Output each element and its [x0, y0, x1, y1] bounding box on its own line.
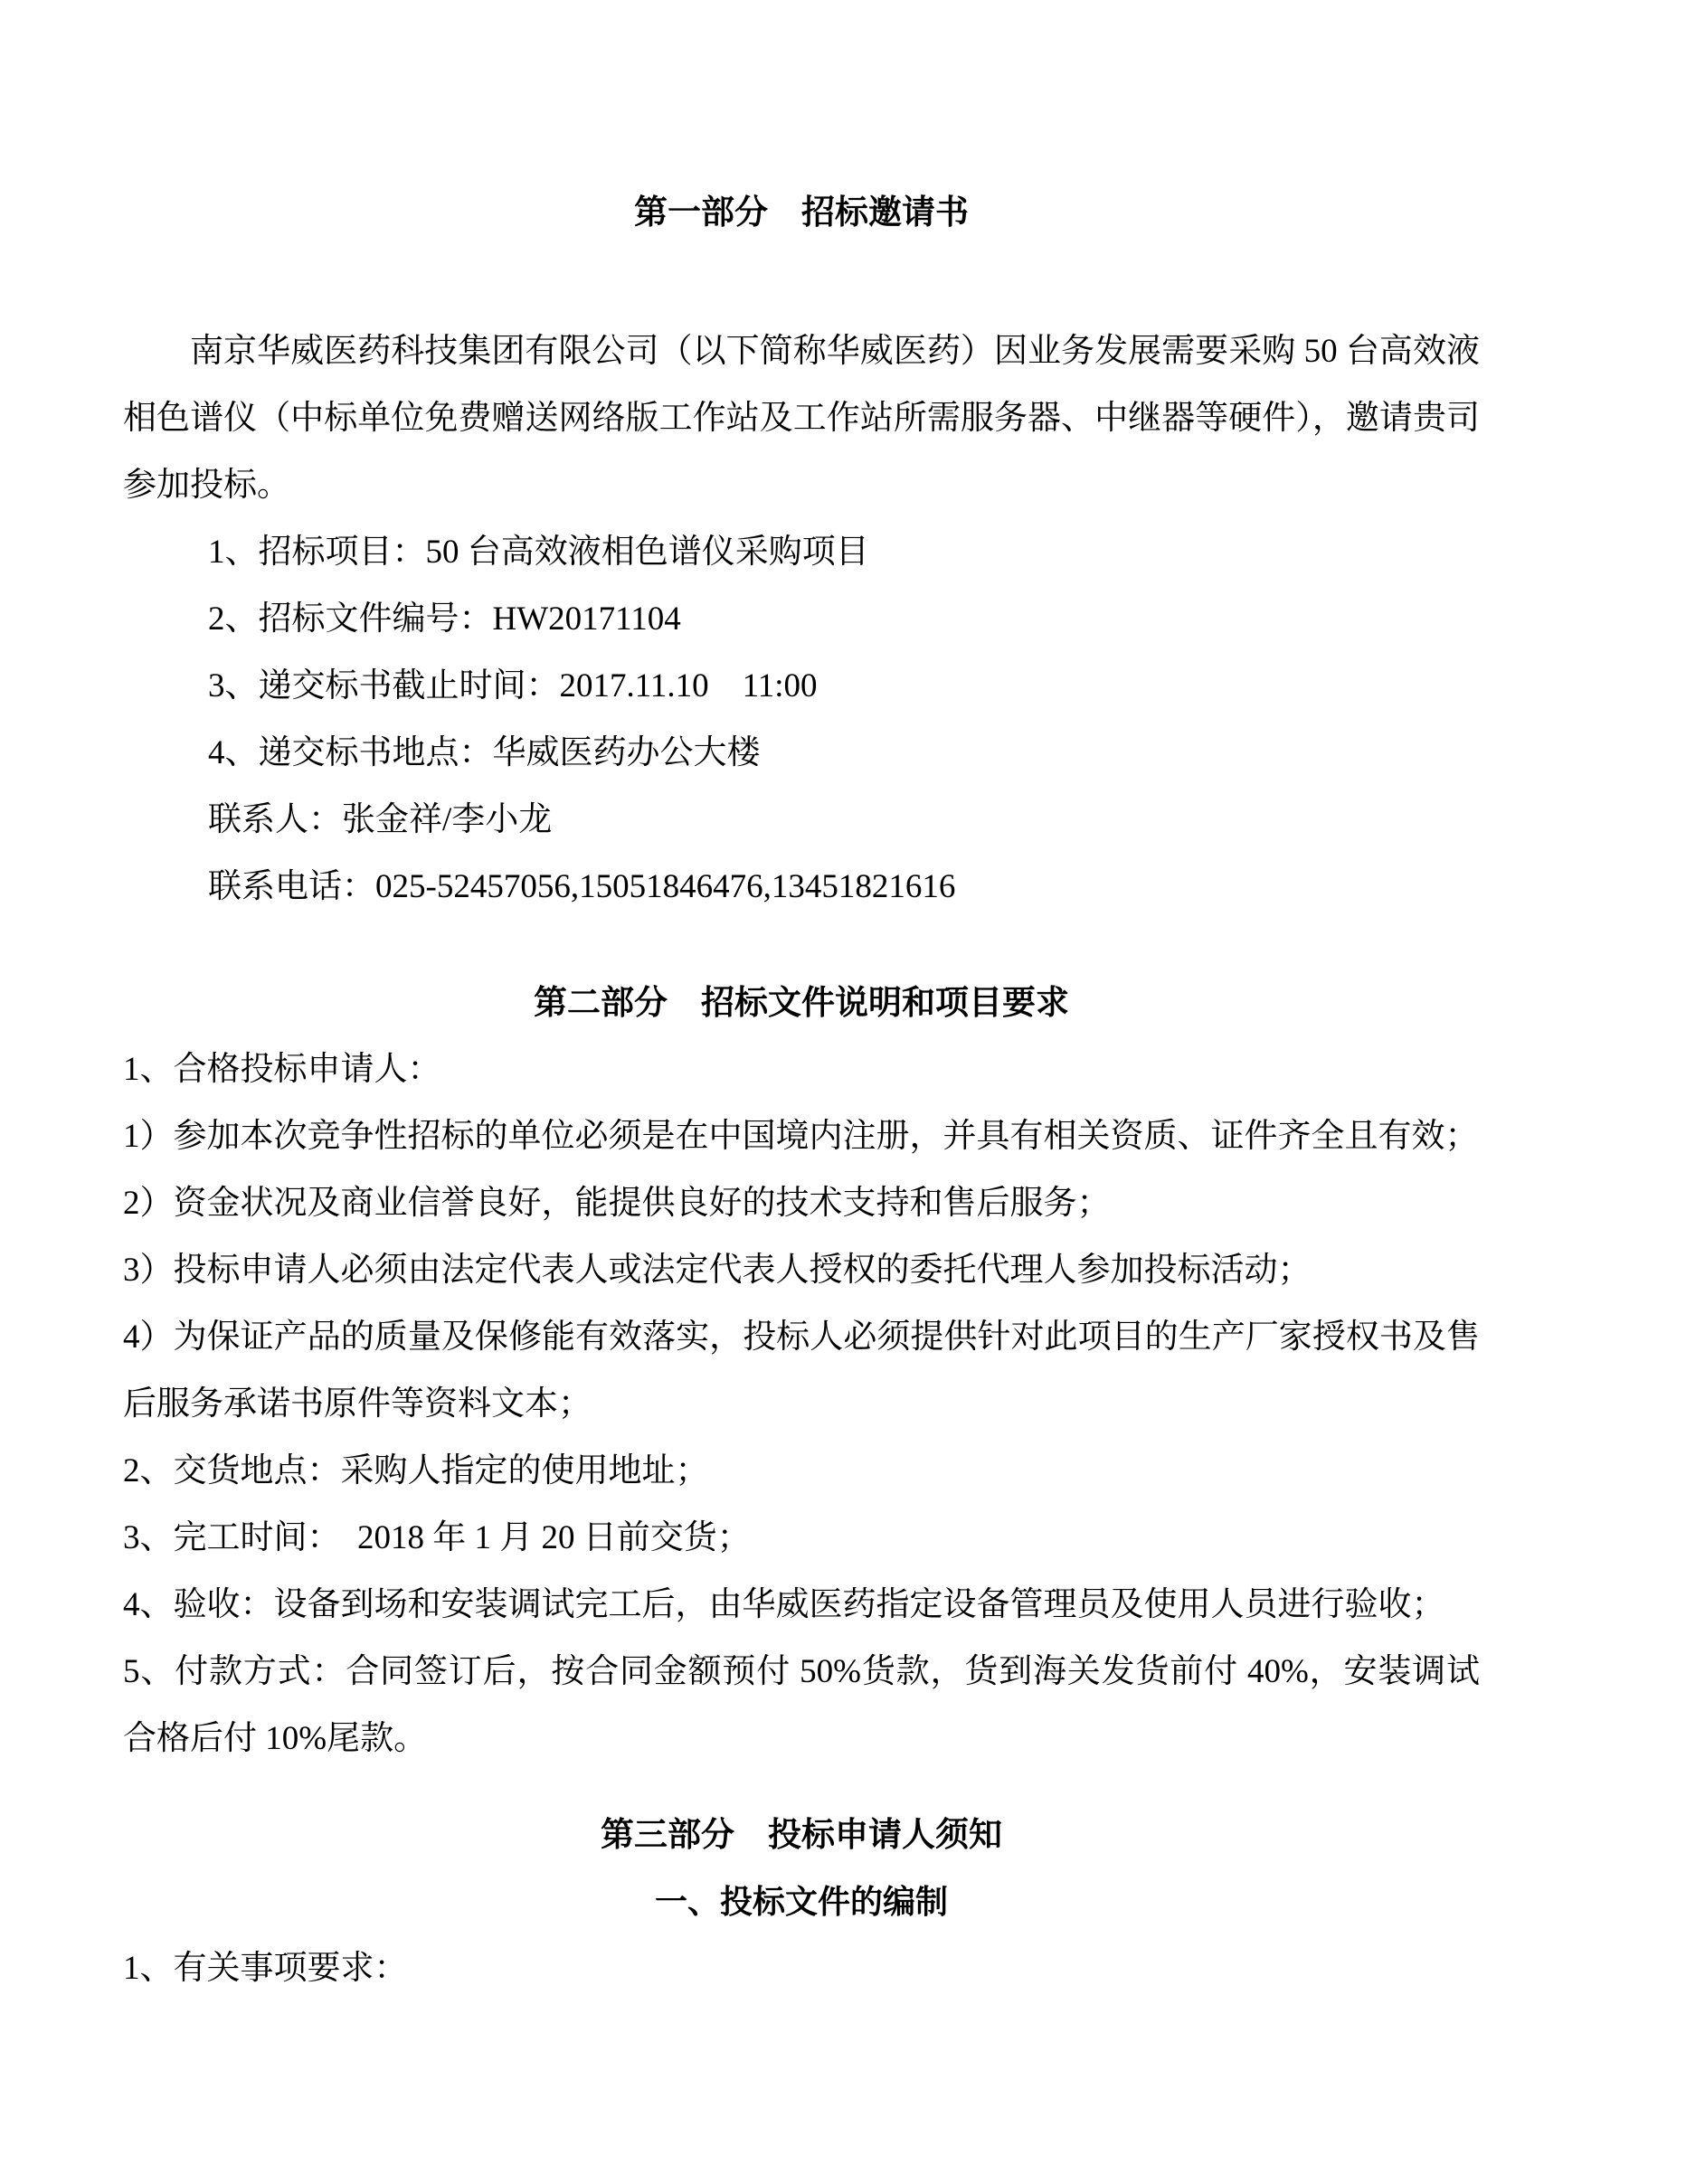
- section3-title: 第三部分 投标申请人须知: [601, 1816, 1002, 1853]
- delivery-location-line: 2、交货地点：采购人指定的使用地址；: [123, 1452, 709, 1489]
- acceptance-line: 4、验收：设备到场和安装调试完工后，由华威医药指定设备管理员及使用人员进行验收；: [123, 1586, 1445, 1623]
- requirement-4-line: 4）为保证产品的质量及保修能有效落实，投标人必须提供针对此项目的生产厂家授权书及售后服务承诺书原件等资料文本；: [123, 1319, 1480, 1423]
- section3-body: [123, 1935, 1480, 2002]
- invitation-item-list: [123, 519, 1480, 921]
- requirement-3-line: 3）投标申请人必须由法定代表人或法定代表人授权的委托代理人参加投标活动；: [123, 1252, 1312, 1289]
- requirement-2-line: 2）资金状况及商业信誉良好，能提供良好的技术支持和售后服务；: [123, 1185, 1111, 1222]
- invitation-intro-paragraph: 南京华威医药科技集团有限公司（以下简称华威医药）因业务发展需要采购 50 台高效液相色谱仪（中标单位免费赠送网络版工作站及工作站所需服务器、中继器等硬件），邀请贵司参加投标。: [123, 333, 1480, 504]
- bid-location-line: 4、递交标书地点：华威医药办公大楼: [208, 734, 761, 771]
- section2-title: 第二部分 招标文件说明和项目要求: [534, 984, 1069, 1021]
- tender-doc-number-line: 2、招标文件编号：HW20171104: [208, 600, 681, 638]
- requirement-1-line: 1）参加本次竞争性招标的单位必须是在中国境内注册，并具有相关资质、证件齐全且有效；: [123, 1118, 1479, 1155]
- completion-time-line: 3、完工时间： 2018 年 1 月 20 日前交货；: [123, 1519, 751, 1556]
- bid-deadline-line: 3、递交标书截止时间：2017.11.10 11:00: [208, 667, 818, 704]
- section1-title: 第一部分 招标邀请书: [634, 194, 969, 231]
- related-matters-line: 1、有关事项要求：: [123, 1950, 408, 1987]
- tender-project-line: 1、招标项目：50 台高效液相色谱仪采购项目: [208, 534, 869, 571]
- contact-phone-line: 联系电话：025-52457056,15051846476,13451821616: [208, 868, 956, 905]
- section3-subtitle: 一、投标文件的编制: [654, 1883, 948, 1920]
- qualified-bidder-heading-line: 1、合格投标申请人：: [123, 1051, 441, 1088]
- contact-person-line: 联系人：张金祥/李小龙: [208, 801, 553, 838]
- section2-body: [123, 1036, 1480, 1773]
- payment-terms-line: 5、付款方式：合同签订后，按合同金额预付 50%货款，货到海关发货前付 40%，安装调试合格后付 10%尾款。: [123, 1653, 1480, 1757]
